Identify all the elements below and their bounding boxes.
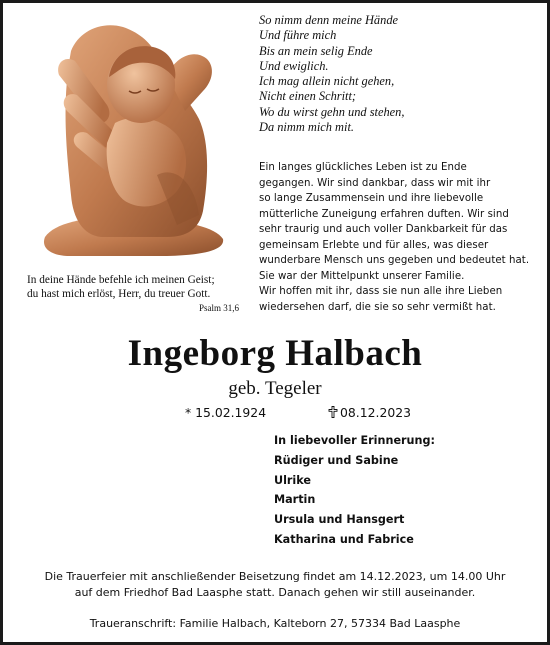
bible-verse-reference: Psalm 31,6 [198, 303, 239, 313]
tribute-text [259, 160, 544, 315]
mourning-address: Traueranschrift: Familie Halbach, Kalteborn 27, 57334 Bad Laasphe [89, 617, 461, 630]
poem-line: Wo du wirst gehn und stehen, [259, 104, 405, 119]
poem [259, 13, 539, 135]
service-line: Die Trauerfeier mit anschließender Beisetzung findet am 14.12.2023, um 14.00 Uhr [44, 570, 506, 583]
mourner-name: Katharina und Fabrice [274, 532, 414, 546]
birth-date: * 15.02.1924 [185, 405, 267, 420]
bible-verse-line: In deine Hände befehle ich meinen Geist; [27, 274, 215, 286]
poem-line: Und führe mich [259, 28, 337, 43]
tribute-line: gemeinsam Erlebte und für alles, was dieser [259, 239, 489, 251]
funeral-service-info [3, 569, 547, 601]
tribute-line: gegangen. Wir sind dankbar, dass wir mit ihr [259, 177, 491, 189]
poem-line: Da nimm mich mit. [259, 120, 354, 135]
poem-line: So nimm denn meine Hände [259, 13, 399, 27]
tribute-line: Wir hoffen mit ihr, dass sie nun alle ihre Lieben [259, 286, 503, 297]
mourner-name: Ursula und Hansgert [274, 513, 405, 527]
tribute-line: so lange Zusammensein und ihre liebevolle [259, 193, 484, 204]
death-date-group [328, 405, 411, 421]
life-dates [185, 405, 411, 421]
poem-line: Ich mag allein nicht gehen, [259, 74, 395, 89]
service-line: auf dem Friedhof Bad Laasphe statt. Danach gehen wir still auseinander. [74, 586, 476, 599]
tribute-line: wunderbare Mensch uns gegeben und bedeutet hat. [259, 255, 530, 266]
death-date: 08.12.2023 [340, 405, 411, 420]
tribute-line: wiedersehen darf, die sie so sehr vermißt hat. [259, 301, 496, 313]
latin-cross-icon [328, 406, 338, 418]
tribute-line: mütterliche Zuneigung erfahren duften. Wir sind [259, 208, 509, 220]
hands-holding-child-sculpture [37, 15, 227, 265]
poem-line: Nicht einen Schritt; [259, 89, 357, 104]
deceased-name: Ingeborg Halbach [127, 333, 423, 374]
bible-verse-line: du hast mich erlöst, Herr, du treuer Gott. [27, 288, 211, 300]
poem-line: Und ewiglich. [259, 58, 329, 73]
tribute-line: Ein langes glückliches Leben ist zu Ende [259, 162, 467, 173]
tribute-line: sehr traurig und auch voller Dankbarkeit für das [259, 224, 508, 235]
poem-line: Bis an mein selig Ende [259, 43, 373, 58]
mourner-name: Rüdiger und Sabine [274, 453, 399, 467]
tribute-line: Sie war der Mittelpunkt unserer Familie. [259, 270, 465, 282]
bible-verse [27, 273, 239, 314]
mourner-name: Martin [274, 493, 316, 507]
mourners-heading: In liebevoller Erinnerung: [274, 434, 435, 447]
mourners-list [274, 431, 435, 550]
mourner-name: Ulrike [274, 473, 311, 487]
maiden-name: geb. Tegeler [228, 378, 322, 399]
